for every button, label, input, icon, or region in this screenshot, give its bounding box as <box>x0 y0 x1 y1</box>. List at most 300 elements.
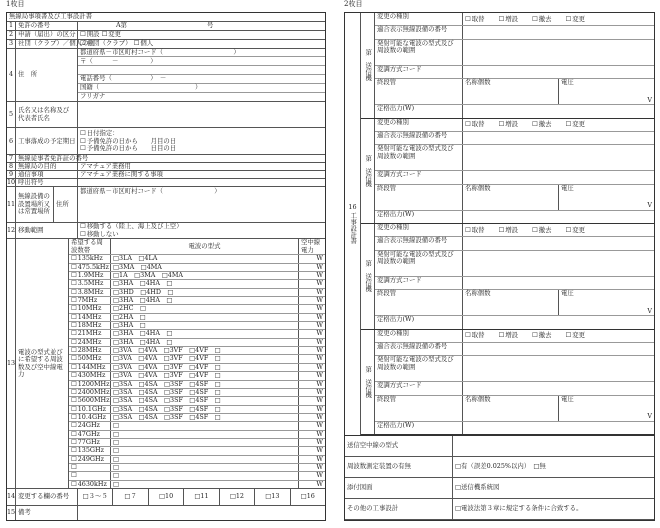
row-changed-items <box>7 489 325 506</box>
band-cell <box>69 406 111 413</box>
power-cell[interactable] <box>299 397 325 404</box>
band-cell <box>69 272 111 279</box>
application-form <box>6 12 326 521</box>
power-unit: W <box>316 262 323 271</box>
transmitter-row <box>375 105 654 117</box>
mode-options[interactable]: □3VA □4VA □3VF □4VF □ <box>111 364 299 371</box>
row-number: 12 <box>7 223 16 239</box>
installation-address-field[interactable]: 都道府県－市区町村コード（ ） <box>80 187 221 196</box>
row-number: 5 <box>7 102 16 128</box>
transmitter-field-value[interactable] <box>463 382 654 394</box>
band-checkbox[interactable]: ☐ 5600MHz <box>71 397 109 404</box>
power-unit: W <box>316 362 323 371</box>
mode-options[interactable]: □3SA □4SA □3SF □4SF □ <box>111 406 299 413</box>
field-label: 変調方式コード <box>375 382 463 394</box>
checkbox-not-mobile[interactable]: ☐ 移動しない <box>80 231 119 238</box>
construction-design <box>344 12 655 521</box>
transmitter-row <box>375 211 654 223</box>
change-type-checkbox[interactable]: ☐ 取替 <box>465 121 485 128</box>
bottom-items <box>345 436 654 520</box>
row-label: 移動範囲 <box>16 223 78 239</box>
band-checkbox[interactable]: ☐ 50MHz <box>71 355 101 362</box>
change-type-options <box>463 224 654 236</box>
power-unit: W <box>316 429 323 438</box>
changed-item-checkbox[interactable]: □13 <box>255 489 290 505</box>
checkbox-date-specified[interactable]: ☐ 日付指定： <box>80 130 119 137</box>
band-cell <box>69 264 111 271</box>
power-cell[interactable] <box>299 355 325 362</box>
band-checkbox[interactable]: ☐ 3.8MHz <box>71 289 103 296</box>
row-label: 無線設備の設置場所又は常置場所 <box>16 187 54 222</box>
power-unit: W <box>316 354 323 363</box>
mode-options[interactable]: □2HA □ <box>111 314 299 321</box>
row-address <box>7 49 325 102</box>
tube-name-field[interactable] <box>463 185 559 210</box>
power-unit: W <box>316 279 323 288</box>
row-number: 6 <box>7 128 16 154</box>
band-cell <box>69 314 111 321</box>
tube-name-field[interactable] <box>463 79 559 104</box>
checkbox-mobile[interactable]: ☐ 移動する（陸上、海上及び上空） <box>80 223 183 230</box>
band-checkbox[interactable]: ☐ 1.9MHz <box>71 272 103 279</box>
bottom-label: その他の工事設計 <box>345 499 453 519</box>
name-field[interactable] <box>78 102 325 128</box>
power-unit: W <box>316 287 323 296</box>
change-type-checkbox[interactable]: ☐ 取替 <box>465 332 485 339</box>
row-label: 変更する欄の番号 <box>16 489 78 505</box>
mode-options[interactable]: □3HA □4HA □ <box>111 330 299 337</box>
band-cell <box>69 372 111 379</box>
header-power: 空中線電力 <box>301 238 321 254</box>
voltage-field[interactable] <box>559 396 654 421</box>
transmitter-field-value[interactable] <box>463 145 654 170</box>
band-checkbox[interactable]: ☐ 10.4GHz <box>71 414 106 421</box>
row-number: 15 <box>7 506 16 520</box>
mode-options[interactable]: □ <box>111 464 299 471</box>
band-cell <box>69 289 111 296</box>
field-label: 変調方式コード <box>375 277 463 289</box>
transmitter-fields <box>375 13 654 118</box>
band-row <box>69 422 325 430</box>
changed-item-checkbox[interactable]: □３～５ <box>78 489 113 505</box>
change-type-checkbox[interactable]: ☐ 変更 <box>566 227 586 234</box>
mode-options[interactable]: □ <box>111 422 299 429</box>
power-cell[interactable] <box>299 322 325 329</box>
power-unit: W <box>316 479 323 488</box>
band-row <box>69 322 325 330</box>
checkbox-days-after[interactable]: ☐ 予備免許の日から 日目の日 <box>80 145 176 152</box>
field-label: 変更の種別 <box>375 330 463 342</box>
transmitter-row <box>375 119 654 132</box>
band-checkbox[interactable]: ☐ 144MHz <box>71 364 105 371</box>
club-individual-options <box>78 40 325 48</box>
bottom-row <box>345 478 654 499</box>
section-title: 工事設計書 <box>349 211 358 244</box>
row-label: 無線局の目的 <box>16 163 78 170</box>
field-label: 適合表示無線設備の番号 <box>375 343 463 355</box>
power-cell[interactable] <box>299 372 325 379</box>
band-checkbox[interactable]: ☐ 2400MHz <box>71 389 109 396</box>
transmitter-list <box>361 13 654 435</box>
transmitter-field-value[interactable] <box>463 132 654 144</box>
section-16-label <box>345 13 361 435</box>
mode-options[interactable]: □ <box>111 447 299 454</box>
band-row <box>69 280 325 288</box>
mode-options[interactable]: □ <box>111 431 299 438</box>
tube-name-label: 名称個数 <box>465 394 491 403</box>
power-unit: W <box>316 321 323 330</box>
band-checkbox[interactable]: ☐ 10.1GHz <box>71 406 106 413</box>
tube-name-field[interactable] <box>463 290 559 315</box>
power-cell[interactable] <box>299 289 325 296</box>
power-cell[interactable] <box>299 456 325 463</box>
transmitter-row <box>375 316 654 328</box>
change-type-checkbox[interactable]: ☐ 取替 <box>465 16 485 23</box>
band-cell <box>69 456 111 463</box>
remarks-field[interactable] <box>78 506 325 520</box>
change-type-checkbox[interactable]: ☐ 変更 <box>566 121 586 128</box>
band-row <box>69 314 325 322</box>
license-number-field[interactable] <box>78 22 325 30</box>
voltage-field[interactable] <box>559 79 654 104</box>
power-unit: W <box>316 387 323 396</box>
bottom-row <box>345 499 654 520</box>
band-checkbox[interactable]: ☐ 24MHz <box>71 339 101 346</box>
change-type-checkbox[interactable]: ☐ 撤去 <box>532 332 552 339</box>
changed-items-options <box>78 489 325 505</box>
band-row <box>69 481 325 488</box>
band-checkbox[interactable]: ☐ 10MHz <box>71 305 101 312</box>
row-number: 13 <box>7 239 16 488</box>
mode-options[interactable]: □3VA □4VA □3VF □4VF □ <box>111 372 299 379</box>
transmitter-row <box>375 79 654 105</box>
row-mobile-range <box>7 223 325 240</box>
band-cell <box>69 347 111 354</box>
power-cell[interactable] <box>299 439 325 446</box>
bottom-value[interactable]: □送信機系統図 <box>455 483 500 492</box>
voltage-unit: V <box>647 201 652 210</box>
transmitter-field-value[interactable] <box>463 251 654 276</box>
transmitter-number: 第 送信機 <box>361 330 375 435</box>
mode-options[interactable]: □3SA □4SA □3SF □4SF □ <box>111 397 299 404</box>
band-row <box>69 464 325 472</box>
changed-item-checkbox[interactable]: □12 <box>220 489 255 505</box>
band-checkbox[interactable]: ☐ 28MHz <box>71 347 101 354</box>
address-fields <box>78 49 325 101</box>
transmitter-field-value[interactable] <box>463 40 654 65</box>
transmitter-fields <box>375 224 654 329</box>
mode-options[interactable]: □3VA □4VA □3VF □4VF □ <box>111 355 299 362</box>
voltage-label: 電圧 <box>561 78 574 87</box>
transmitter-field-value[interactable] <box>463 356 654 381</box>
band-checkbox[interactable]: ☐ 18MHz <box>71 322 101 329</box>
band-checkbox[interactable]: ☐ 1200MHz <box>71 381 109 388</box>
power-unit: W <box>316 463 323 472</box>
row-number: 2 <box>7 31 16 39</box>
row-number: 7 <box>7 155 16 162</box>
field-label: 変更の種別 <box>375 224 463 236</box>
band-cell <box>69 389 111 396</box>
power-unit: W <box>316 329 323 338</box>
row-label: 工事落成の予定期日 <box>16 128 78 154</box>
transmitter-field-value[interactable] <box>463 105 654 117</box>
change-type-options <box>463 119 654 131</box>
transmitter-field-value[interactable] <box>463 277 654 289</box>
checkbox-club[interactable]: ☐ 社団（クラブ） <box>80 40 132 47</box>
license-suffix: 号 <box>207 21 214 30</box>
band-checkbox[interactable]: ☐ 47GHz <box>71 431 100 438</box>
bottom-value[interactable] <box>453 436 654 456</box>
band-rows <box>69 255 325 488</box>
row-sublabel: 住所 <box>54 187 78 222</box>
bottom-label: 送信空中線の型式 <box>345 436 453 456</box>
checkbox-individual[interactable]: ☐ 個人 <box>134 40 154 47</box>
transmitter-block <box>361 330 654 436</box>
row-label: 備考 <box>16 506 78 520</box>
change-type-checkbox[interactable]: ☐ 撤去 <box>532 227 552 234</box>
mode-options[interactable]: □2HC □ <box>111 305 299 312</box>
voltage-field[interactable] <box>559 185 654 210</box>
mode-options[interactable]: □3SA □4SA □3SF □4SF □ <box>111 389 299 396</box>
band-checkbox[interactable]: ☐ 24GHz <box>71 422 100 429</box>
band-row <box>69 431 325 439</box>
transmitter-row <box>375 237 654 250</box>
change-type-checkbox[interactable]: ☐ 取替 <box>465 227 485 234</box>
band-cell <box>69 397 111 404</box>
row-label: 通信事項 <box>16 171 78 178</box>
power-unit: W <box>316 396 323 405</box>
band-row <box>69 456 325 464</box>
mode-options[interactable]: □3HA □ <box>111 322 299 329</box>
power-cell[interactable] <box>299 464 325 471</box>
transmitter-row <box>375 26 654 39</box>
power-cell[interactable] <box>299 330 325 337</box>
power-cell[interactable] <box>299 414 325 421</box>
row-label: 社団（クラブ）／個人の別 <box>18 38 95 47</box>
change-type-checkbox[interactable]: ☐ 撤去 <box>532 16 552 23</box>
power-cell[interactable] <box>299 347 325 354</box>
mode-options[interactable]: □ <box>111 472 299 479</box>
voltage-label: 電圧 <box>561 183 574 192</box>
mode-options[interactable]: □ <box>111 481 299 488</box>
transmitter-field-value[interactable] <box>463 237 654 249</box>
transmitter-row <box>375 145 654 171</box>
field-label: 発射可能な電波の型式及び周波数の範囲 <box>375 251 463 276</box>
power-unit: W <box>316 371 323 380</box>
bottom-row <box>345 457 654 478</box>
application-type-options <box>78 31 325 39</box>
power-cell[interactable] <box>299 431 325 438</box>
mode-options[interactable]: □3HD □4HD □ <box>111 289 299 296</box>
transmitter-row <box>375 422 654 434</box>
change-type-options <box>463 330 654 342</box>
power-cell[interactable] <box>299 447 325 454</box>
transmitter-number: 第 送信機 <box>361 224 375 329</box>
power-cell[interactable] <box>299 389 325 396</box>
call-sign-field[interactable] <box>78 179 325 186</box>
power-cell[interactable] <box>299 297 325 304</box>
power-unit: W <box>316 346 323 355</box>
row-completion-date <box>7 128 325 155</box>
change-type-checkbox[interactable]: ☐ 増設 <box>499 332 519 339</box>
change-type-checkbox[interactable]: ☐ 増設 <box>499 121 519 128</box>
field-label: 変更の種別 <box>375 119 463 131</box>
field-label: 定格出力(W) <box>375 316 463 328</box>
power-unit: W <box>316 254 323 263</box>
row-number: 8 <box>7 163 16 170</box>
field-label: 適合表示無線設備の番号 <box>375 26 463 38</box>
transmitter-section <box>345 13 654 436</box>
band-checkbox[interactable]: ☐ 430MHz <box>71 372 105 379</box>
power-cell[interactable] <box>299 272 325 279</box>
mode-options[interactable]: □3LA □4LA <box>111 255 299 262</box>
band-checkbox[interactable]: ☐ 3.5MHz <box>71 280 103 287</box>
field-label: 発射可能な電波の型式及び周波数の範囲 <box>375 356 463 381</box>
band-row <box>69 414 325 422</box>
power-cell[interactable] <box>299 280 325 287</box>
transmitter-block <box>361 119 654 225</box>
power-cell[interactable] <box>299 314 325 321</box>
mode-options[interactable]: □1A □3MA □4MA <box>111 272 299 279</box>
transmitter-field-value[interactable] <box>463 343 654 355</box>
header-mode: 電波の型式 <box>111 239 299 254</box>
band-cell <box>69 364 111 371</box>
postal-code[interactable]: 〒（ － ） <box>78 57 325 66</box>
transmitter-row <box>375 290 654 316</box>
tube-name-label: 名称個数 <box>465 289 491 298</box>
power-cell[interactable] <box>299 406 325 413</box>
band-row <box>69 439 325 447</box>
voltage-unit: V <box>647 95 652 104</box>
checkbox-months-after[interactable]: ☐ 予備免許の日から 月目の日 <box>80 138 176 145</box>
changed-item-checkbox[interactable]: □11 <box>184 489 219 505</box>
bottom-label: 添付図面 <box>345 478 453 498</box>
power-cell[interactable] <box>299 381 325 388</box>
phone-number[interactable]: 電話番号（ ） － <box>78 75 325 84</box>
band-row <box>69 289 325 297</box>
band-checkbox[interactable]: ☐ 7MHz <box>71 297 97 304</box>
change-type-checkbox[interactable]: ☐ 増設 <box>499 16 519 23</box>
mode-options[interactable]: □3HA □4HA □ <box>111 297 299 304</box>
tube-name-label: 名称個数 <box>465 78 491 87</box>
band-row <box>69 330 325 338</box>
power-cell[interactable] <box>299 264 325 271</box>
row-number: 10 <box>6 177 16 186</box>
mode-options[interactable]: □3SA □4SA □3SF □4SF □ <box>111 414 299 421</box>
field-label: 適合表示無線設備の番号 <box>375 132 463 144</box>
changed-item-checkbox[interactable]: □10 <box>149 489 184 505</box>
power-unit: W <box>316 337 323 346</box>
voltage-field[interactable] <box>559 290 654 315</box>
row-label: 無線従事者免許証の番号 <box>18 153 89 162</box>
power-unit: W <box>316 421 323 430</box>
power-cell[interactable] <box>299 305 325 312</box>
band-cell <box>69 322 111 329</box>
transmitter-row <box>375 277 654 290</box>
nationality[interactable]: 国籍（ ） <box>78 84 325 93</box>
transmitter-field-value[interactable] <box>463 422 654 434</box>
transmitter-row <box>375 396 654 422</box>
power-cell[interactable] <box>299 422 325 429</box>
change-type-checkbox[interactable]: ☐ 変更 <box>566 332 586 339</box>
mode-options[interactable]: □ <box>111 439 299 446</box>
transmitter-row <box>375 382 654 395</box>
transmitter-field-value[interactable] <box>463 316 654 328</box>
tube-name-label: 名称個数 <box>465 183 491 192</box>
voltage-label: 電圧 <box>561 289 574 298</box>
transmitter-field-value[interactable] <box>463 66 654 78</box>
voltage-unit: V <box>647 306 652 315</box>
change-type-checkbox[interactable]: ☐ 変更 <box>566 16 586 23</box>
band-checkbox[interactable] <box>71 464 78 471</box>
changed-item-checkbox[interactable]: □16 <box>300 492 315 501</box>
band-checkbox[interactable]: ☐ 14MHz <box>71 314 101 321</box>
transmitter-field-value[interactable] <box>463 26 654 38</box>
row-installation-place <box>7 187 325 223</box>
transmitter-row <box>375 330 654 343</box>
mode-options[interactable]: □3MA □4MA <box>111 264 299 271</box>
bottom-value[interactable]: □電波法第３章に規定する条件に合致する。 <box>455 504 583 513</box>
mode-options[interactable]: □3VA □4VA □3VF □4VF □ <box>111 347 299 354</box>
row-communication <box>7 171 325 179</box>
completion-date-options <box>78 128 325 154</box>
changed-item-checkbox[interactable]: □７ <box>113 489 148 505</box>
band-checkbox[interactable]: ☐ 475.5kHz <box>71 264 109 271</box>
power-cell[interactable] <box>299 364 325 371</box>
page1-label: 1枚目 <box>6 0 25 8</box>
power-cell[interactable] <box>299 481 325 488</box>
band-checkbox[interactable]: ☐ 21MHz <box>71 330 101 337</box>
band-checkbox[interactable]: ☐ 135kHz <box>71 255 103 262</box>
transmitter-field-value[interactable] <box>463 211 654 223</box>
power-cell[interactable] <box>299 255 325 262</box>
mode-options[interactable]: □ <box>111 456 299 463</box>
band-row <box>69 305 325 313</box>
band-checkbox[interactable] <box>71 472 78 479</box>
change-type-checkbox[interactable]: ☐ 増設 <box>499 227 519 234</box>
furigana[interactable]: フリガナ <box>80 92 106 101</box>
checkbox-new[interactable]: ☐ 開設 <box>80 31 100 38</box>
band-cell <box>69 280 111 287</box>
field-label: 定格出力(W) <box>375 211 463 223</box>
mode-options[interactable]: □3HA □4HA □ <box>111 280 299 287</box>
power-cell[interactable] <box>299 339 325 346</box>
address-code[interactable]: 都道府県－市区町村コード（ ） <box>78 49 325 58</box>
band-checkbox[interactable]: ☐ 4630kHz <box>71 481 107 488</box>
field-label: 発射可能な電波の型式及び周波数の範囲 <box>375 40 463 65</box>
change-type-options <box>463 13 654 25</box>
band-cell <box>69 481 111 488</box>
mode-options[interactable]: □3SA □4SA □3SF □4SF □ <box>111 381 299 388</box>
row-call-sign <box>7 179 325 187</box>
voltage-label: 電圧 <box>561 394 574 403</box>
bottom-value[interactable]: □有（誤差0.025%以内） □無 <box>455 462 546 471</box>
mode-options[interactable]: □3HA □4HA □ <box>111 339 299 346</box>
band-checkbox[interactable]: ☐ 135GHz <box>71 447 104 454</box>
section-number: 16 <box>348 203 357 212</box>
bottom-label: 周波数測定装置の有無 <box>345 457 453 477</box>
band-cell <box>69 305 111 312</box>
row-purpose <box>7 163 325 171</box>
power-cell[interactable] <box>299 472 325 479</box>
field-label: 定格出力(W) <box>375 422 463 434</box>
transmitter-field-value[interactable] <box>463 171 654 183</box>
change-type-checkbox[interactable]: ☐ 撤去 <box>532 121 552 128</box>
tube-name-field[interactable] <box>463 396 559 421</box>
checkbox-change[interactable]: ☐ 変更 <box>102 31 122 38</box>
band-checkbox[interactable]: ☐ 249GHz <box>71 456 104 463</box>
band-checkbox[interactable]: ☐ 77GHz <box>71 439 100 446</box>
